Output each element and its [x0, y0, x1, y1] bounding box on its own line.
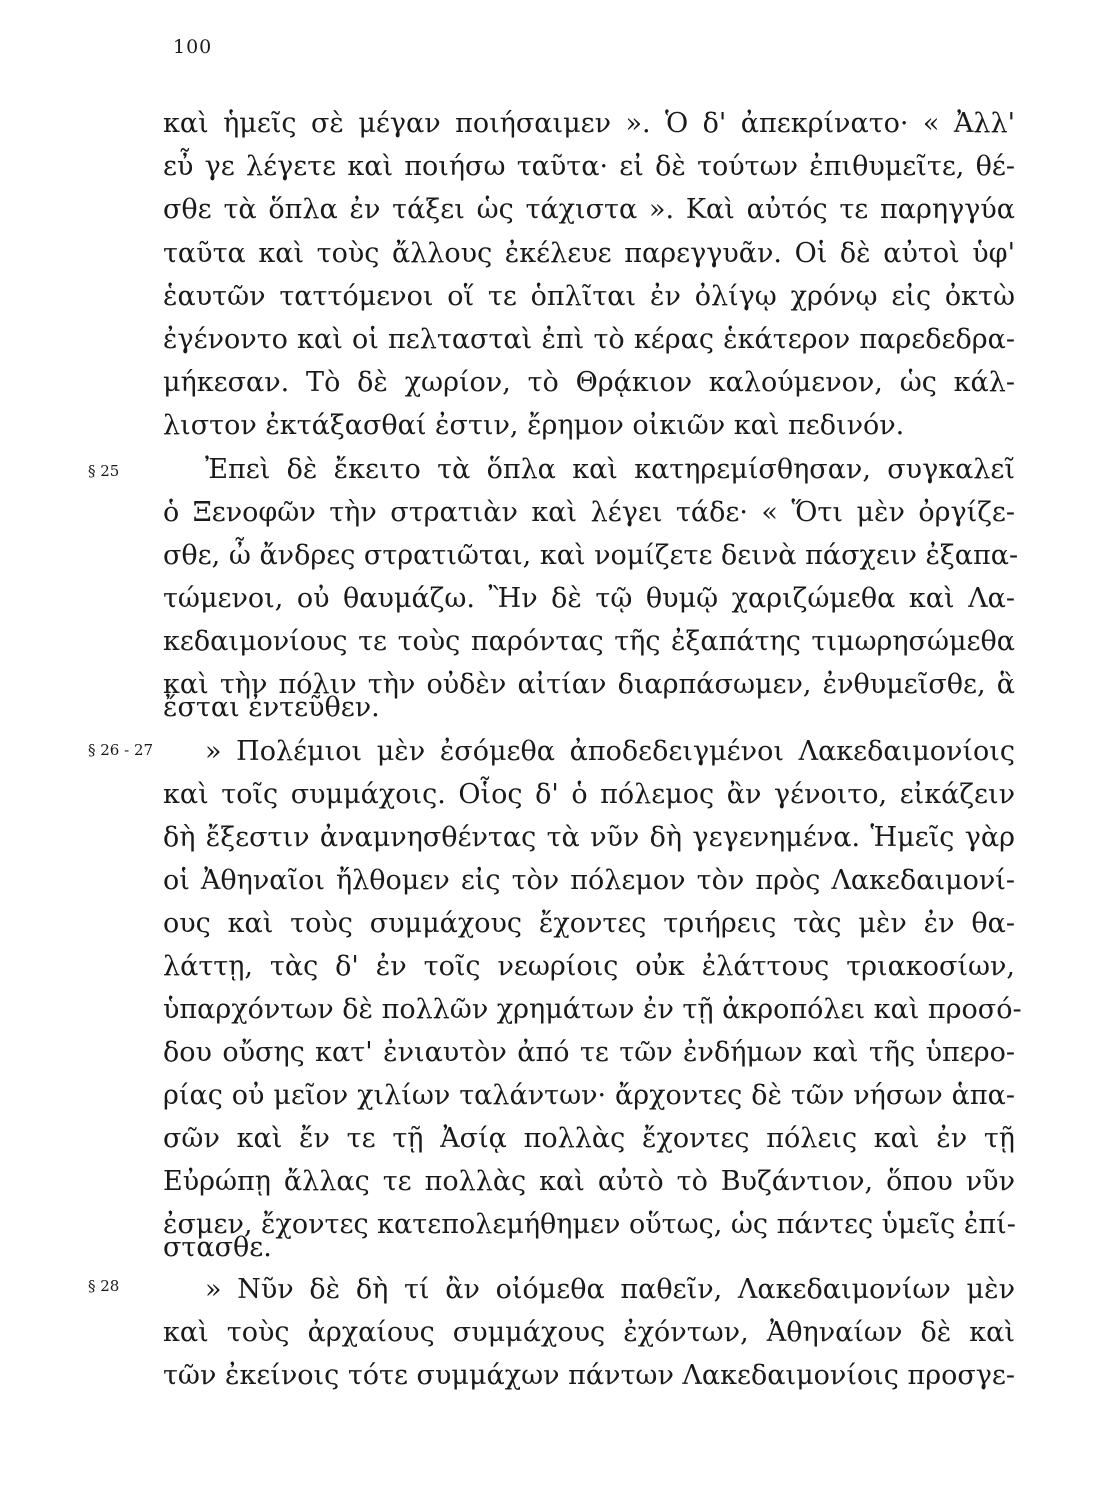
text-line: καὶ τὴν πόλιν τὴν οὐδὲν αἰτίαν διαρπάσωμεν, ἐνθυμεῖσθε, ἃ: [163, 669, 1015, 700]
text-line: εὖ γε λέγετε καὶ ποιήσω ταῦτα· εἰ δὲ τούτων ἐπιθυμεῖτε, θέ-: [163, 151, 1015, 182]
text-line: ἑαυτῶν ταττόμενοι οἵ τε ὁπλῖται ἐν ὀλίγῳ χρόνῳ εἰς ὀκτὼ: [163, 281, 1015, 312]
text-line: Εὐρώπῃ ἄλλας τε πολλὰς καὶ αὐτὸ τὸ Βυζάντιον, ὅπου νῦν: [163, 1166, 1015, 1197]
text-line: λάττῃ, τὰς δ' ἐν τοῖς νεωρίοις οὐκ ἐλάττους τριακοσίων,: [163, 951, 1015, 982]
text-line: κεδαιμονίους τε τοὺς παρόντας τῆς ἐξαπάτης τιμωρησώμεθα: [163, 626, 1015, 657]
text-line: Ἐπεὶ δὲ ἔκειτο τὰ ὅπλα καὶ κατηρεμίσθησαν, συγκαλεῖ: [205, 454, 1015, 485]
text-line: δὴ ἔξεστιν ἀναμνησθέντας τὰ νῦν δὴ γεγενημένα. Ἡμεῖς γὰρ: [163, 822, 1015, 853]
text-line: ταῦτα καὶ τοὺς ἄλλους ἐκέλευε παρεγγυᾶν. Οἱ δὲ αὐτοὶ ὑφ': [163, 238, 1015, 269]
text-line: σθε τὰ ὅπλα ἐν τάξει ὡς τάχιστα ». Καὶ αὐτός τε παρηγγύα: [163, 194, 1015, 225]
text-line: μήκεσαν. Τὸ δὲ χωρίον, τὸ Θρᾴκιον καλούμενον, ὡς κάλ-: [163, 367, 1015, 398]
text-line: ρίας οὐ μεῖον χιλίων ταλάντων· ἄρχοντες δὲ τῶν νήσων ἁπα-: [163, 1080, 1015, 1111]
text-line: σῶν καὶ ἔν τε τῇ Ἀσίᾳ πολλὰς ἔχοντες πόλεις καὶ ἐν τῇ: [163, 1123, 1015, 1154]
section-ref-26-27: § 26 - 27: [88, 741, 154, 759]
text-line: ὑπαρχόντων δὲ πολλῶν χρημάτων ἐν τῇ ἀκροπόλει καὶ προσό-: [163, 994, 1022, 1025]
page-number: 100: [173, 36, 213, 58]
text-line: στασθε.: [163, 1232, 272, 1263]
text-line: ἐσμεν, ἔχοντες κατεπολεμήθημεν οὕτως, ὡς πάντες ὑμεῖς ἐπί-: [163, 1209, 1016, 1240]
text-line: οἱ Ἀθηναῖοι ἤλθομεν εἰς τὸν πόλεμον τὸν πρὸς Λακεδαιμονί-: [163, 865, 1015, 896]
text-line: λιστον ἐκτάξασθαί ἐστιν, ἔρημον οἰκιῶν καὶ πεδινόν.: [163, 410, 905, 441]
section-ref-28: § 28: [88, 1277, 120, 1295]
text-line: τῶν ἐκείνοις τότε συμμάχων πάντων Λακεδαιμονίοις προσγε-: [163, 1360, 1016, 1391]
text-line: ἐγένοντο καὶ οἱ πελτασταὶ ἐπὶ τὸ κέρας ἑκάτερον παρεδεδρα-: [163, 324, 1015, 355]
text-line: σθε, ὦ ἄνδρες στρατιῶται, καὶ νομίζετε δεινὰ πάσχειν ἐξαπα-: [163, 540, 1019, 571]
text-line: » Πολέμιοι μὲν ἐσόμεθα ἀποδεδειγμένοι Λακεδαιμονίοις: [205, 736, 1015, 767]
text-line: καὶ τοὺς ἀρχαίους συμμάχους ἐχόντων, Ἀθηναίων δὲ καὶ: [163, 1317, 1015, 1348]
text-line: δου οὔσης κατ' ἐνιαυτὸν ἀπό τε τῶν ἐνδήμων καὶ τῆς ὑπερο-: [163, 1037, 1015, 1068]
text-line: καὶ ἡμεῖς σὲ μέγαν ποιήσαιμεν ». Ὁ δ' ἀπεκρίνατο· « Ἀλλ': [163, 108, 1015, 139]
text-line: ὁ Ξενοφῶν τὴν στρατιὰν καὶ λέγει τάδε· « Ὅτι μὲν ὀργίζε-: [163, 497, 1015, 528]
text-line: καὶ τοῖς συμμάχοις. Οἷος δ' ὁ πόλεμος ἂν γένοιτο, εἰκάζειν: [163, 779, 1015, 810]
text-line: ἔσται ἐντεῦθεν.: [163, 692, 380, 723]
text-line: τώμενοι, οὐ θαυμάζω. Ἢν δὲ τῷ θυμῷ χαριζώμεθα καὶ Λα-: [163, 583, 1015, 614]
section-ref-25: § 25: [88, 462, 120, 480]
text-line: » Νῦν δὲ δὴ τί ἂν οἰόμεθα παθεῖν, Λακεδαιμονίων μὲν: [205, 1274, 1015, 1305]
text-line: ους καὶ τοὺς συμμάχους ἔχοντες τριήρεις τὰς μὲν ἐν θα-: [163, 908, 1015, 939]
